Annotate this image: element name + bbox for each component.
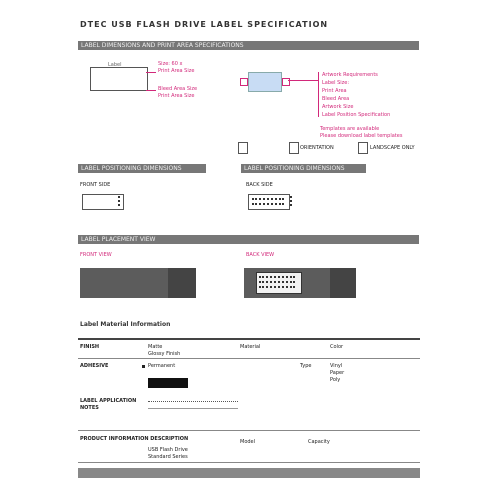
right-callout-3: Print Area: [322, 88, 347, 94]
right-callout-4: Bleed Area: [322, 96, 350, 102]
label-outline: [90, 67, 148, 91]
section-bar-label-dimensions: LABEL DIMENSIONS AND PRINT AREA SPECIFICATIONS: [78, 41, 419, 50]
footer-col1-heading: PRODUCT INFORMATION DESCRIPTION: [80, 436, 189, 442]
page-title: DTEC USB FLASH DRIVE LABEL SPECIFICATION: [80, 20, 329, 29]
label-size-caption: Label: [108, 62, 122, 68]
row3-col1-line1: LABEL APPLICATION: [80, 398, 137, 404]
row3-fill-line-2: [148, 408, 238, 409]
option-label-c: LANDSCAPE ONLY: [370, 145, 415, 151]
footer-col3-heading: Capacity: [308, 439, 330, 445]
right-callout-1: Artwork Requirements: [322, 72, 378, 78]
option-label-b: ORIENTATION: [300, 145, 334, 151]
row1-col4: Color: [330, 344, 344, 350]
material-color-swatch: [148, 378, 188, 388]
front-view-caption: FRONT VIEW: [80, 252, 112, 258]
callout-top-line2: Print Area Size: [158, 68, 195, 74]
usb-drive-front-cap: [168, 268, 196, 298]
material-table-top-rule: [78, 338, 420, 340]
right-callout-spine: [318, 72, 319, 117]
footer-line-2: Standard Series: [148, 454, 188, 460]
row1-col3: Material: [240, 344, 261, 350]
usb-drive-front-body: [80, 268, 168, 298]
print-area-diagram: [248, 72, 282, 92]
footer-col2-heading: Model: [240, 439, 256, 445]
row3-col1-line2: NOTES: [80, 405, 99, 411]
row2-col4-line3: Poly: [330, 377, 341, 383]
right-callout-leader: [288, 80, 318, 81]
template-note-line2: Please download label templates: [320, 133, 403, 139]
front-position-ticks: [118, 196, 126, 206]
row1-col1: FINISH: [80, 344, 100, 350]
back-position-dots-1: [252, 198, 284, 200]
material-row-rule-1: [78, 358, 420, 359]
section-bar-placement-fill: [158, 235, 419, 244]
section-bar-position-right: LABEL POSITIONING DIMENSIONS: [241, 164, 366, 173]
footer-mid-rule: [78, 462, 420, 463]
right-callout-2: Label Size:: [322, 80, 350, 86]
back-label-line-3: [259, 286, 295, 288]
back-position-diagram: [248, 194, 290, 210]
right-callout-6: Label Position Specification: [322, 112, 391, 118]
option-checkbox-c[interactable]: [358, 142, 368, 154]
back-view-caption: BACK VIEW: [246, 252, 275, 258]
row1-col2-line2: Glossy Finish: [148, 351, 181, 357]
row2-bullet: [142, 365, 145, 368]
option-checkbox-a[interactable]: [238, 142, 248, 154]
back-label-line-1: [259, 276, 295, 278]
footer-bottom-bar: [78, 468, 420, 478]
row2-col4-line2: Paper: [330, 370, 345, 376]
row2-col4-line1: Vinyl: [330, 363, 343, 369]
bleed-marker-left: [240, 78, 248, 86]
row2-col1: ADHESIVE: [80, 363, 109, 369]
row2-col3: Type: [300, 363, 312, 369]
section-bar-position-left: LABEL POSITIONING DIMENSIONS: [78, 164, 206, 173]
right-callout-5: Artwork Size: [322, 104, 354, 110]
callout-bottom-line1: Bleed Area Size: [158, 86, 198, 92]
section-bar-placement-short: LABEL PLACEMENT VIEW: [78, 235, 158, 244]
back-position-dots-2: [252, 203, 284, 205]
back-position-ticks: [290, 196, 298, 206]
callout-bottom-line2: Print Area Size: [158, 93, 195, 99]
callout-top-line1: Size: 60 x: [158, 61, 183, 67]
back-side-caption: BACK SIDE: [246, 182, 273, 188]
back-label-line-2: [259, 281, 295, 283]
usb-drive-back-cap: [330, 268, 356, 298]
footer-top-rule: [78, 430, 420, 431]
section-heading-material: Label Material Information: [80, 321, 171, 328]
template-note-line1: Templates are available: [320, 126, 380, 132]
callout-leader-top: [146, 72, 156, 73]
row3-fill-line-1: [148, 401, 238, 402]
row1-col2-line1: Matte: [148, 344, 163, 350]
option-checkbox-b[interactable]: [289, 142, 299, 154]
front-side-caption: FRONT SIDE: [80, 182, 111, 188]
footer-line-1: USB Flash Drive: [148, 447, 188, 453]
row2-col2: Permanent: [148, 363, 176, 369]
callout-leader-bottom: [146, 90, 156, 91]
